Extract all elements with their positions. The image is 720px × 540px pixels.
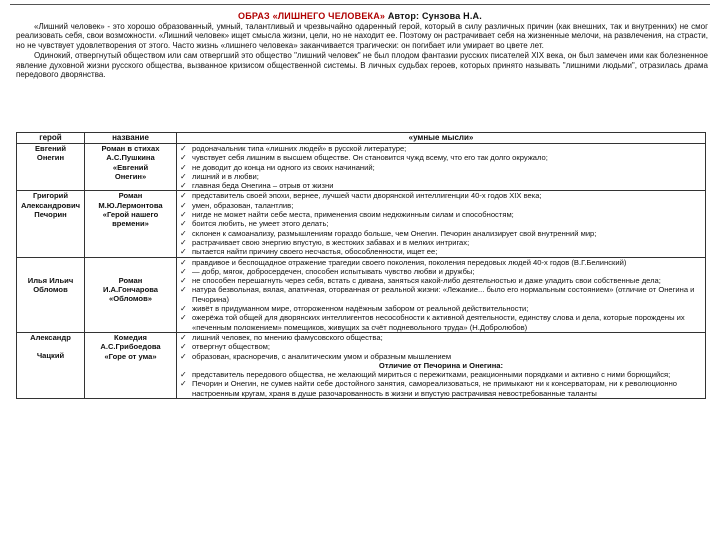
list-item: ✓ боится любить, не умеет этого делать; <box>179 219 703 228</box>
list-item: ✓ — добр, мягок, добросердечен, способен испытывать чувство любви и дружбы; <box>179 267 703 276</box>
list-item: ✓ правдивое и беспощадное отражение трагедии своего поколения, поколения передовых людей 40-х годов (В.Г.Белинский) <box>179 258 703 267</box>
intro-paragraph-1: «Лишний человек» - это хорошо образованный, умный, талантливый и чрезвычайно одаренный герой, который в силу различных причин (как внешних, так и внутренних) не смог реализовать себя, свои возможности. «Лишний человек» ищет смысла жизни, цели, но не находит ее. Поэтому он растрачивает себя на жизненные мелочи, на развлечения, на страсти, но не чувствует удовлетворения от этого. Часто жизнь «лишнего человека» заканчивается трагически: он погибает или умирает во цвете лет. <box>16 22 708 50</box>
list-item: ✓ склонен к самоанализу, размышлениям гораздо больше, чем Онегин. Печорин анализирует свой внутренний мир; <box>179 229 703 238</box>
table-row <box>17 144 706 191</box>
header-thoughts: «умные мысли» <box>177 133 706 144</box>
list-item: ✓ не доводит до конца ни одного из своих начинаний; <box>179 163 703 172</box>
header-hero: герой <box>17 133 85 144</box>
hero-cell: Александр Чацкий <box>17 332 85 398</box>
list-item: ✓ умен, образован, талантлив; <box>179 201 703 210</box>
work-cell: Роман И.А.Гончарова «Обломов» <box>85 257 177 332</box>
list-item: ✓ лишний человек, по мнению фамусовского общества; <box>179 333 703 342</box>
header-work: название <box>85 133 177 144</box>
hero-cell: Илья Ильич Обломов <box>17 257 85 332</box>
work-cell: Роман в стихах А.С.Пушкина «Евгений Онегин» <box>85 144 177 191</box>
table-row <box>17 191 706 257</box>
table-header-row <box>17 133 706 144</box>
list-item: ✓ представитель своей эпохи, вернее, лучшей части дворянской интеллигенции 40-х годов XIX века; <box>179 191 703 200</box>
list-item: ✓ живёт в придуманном мире, отгороженном надёжным забором от реальной действительности; <box>179 304 703 313</box>
list-item: ✓ растрачивает свою энергию впустую, в жестоких забавах и в мелких интригах; <box>179 238 703 247</box>
list-item: ✓ натура безвольная, вялая, апатичная, оторванная от реальной жизни: «Лежание... было его нормальным состоянием» (отличие от Онегина и Печорина) <box>179 285 703 304</box>
title-text: ОБРАЗ «ЛИШНЕГО ЧЕЛОВЕКА» <box>238 11 386 21</box>
list-item: ✓ чувствует себя лишним в высшем обществе. Он становится чужд всему, что его так долго окружало; <box>179 153 703 162</box>
thoughts-cell <box>177 144 706 191</box>
thoughts-cell <box>177 332 706 398</box>
thoughts-cell <box>177 191 706 257</box>
list-item: ✓ образован, красноречив, с аналитическим умом и образным мышлением <box>179 352 703 361</box>
document-page <box>4 2 716 538</box>
list-item: ✓ пытается найти причину своего несчастья, обособленности, ищет ее; <box>179 247 703 256</box>
list-item: ✓ не способен перешагнуть через себя, встать с дивана, заняться какой-либо деятельностью и даже уладить свои собственные дела; <box>179 276 703 285</box>
list-item: ✓ Печорин и Онегин, не сумев найти себе достойного занятия, самореализоваться, не примыкают ни к консерваторам, ни к революционно настроенным кругам, храня в душе разочарованность в жизни и впустую растрачивая невостребованные таланты <box>179 379 703 398</box>
list-item: ✓ главная беда Онегина – отрыв от жизни <box>179 181 703 190</box>
list-item: ✓ родоначальник типа «лишних людей» в русской литературе; <box>179 144 703 153</box>
intro-paragraph-2: Одинокий, отвергнутый обществом или сам отвергший это общество "лишний человек" не был плодом фантазии русских писателей XIX века, он был замечен ими как болезненное явление духовной жизни русского общества, вызванное кризисом общественной системы. В личных судьбах героев, которых принято называть "лишними людьми", отразилась драма передового дворянства. <box>16 51 708 80</box>
intro-text <box>16 22 708 80</box>
heroes-table <box>16 132 706 399</box>
page-title <box>4 11 716 21</box>
comparison-heading: Отличие от Печорина и Онегина: <box>378 360 504 370</box>
table-row <box>17 257 706 332</box>
list-item: ✓ ожерёжа той общей для дворянских интеллигентов несособности к активной деятельности, единству слова и дела, которые порождены их «печенным положением» помещиков, живущих за счёт подневольного труда» (Н.Добролюбов) <box>179 313 703 332</box>
table-row <box>17 332 706 398</box>
hero-cell: Евгений Онегин <box>17 144 85 191</box>
work-cell: Роман М.Ю.Лермонтова «Герой нашего времени» <box>85 191 177 257</box>
list-item: ✓ нигде не может найти себе места, применения своим недюжинным силам и способностям; <box>179 210 703 219</box>
top-divider <box>10 4 710 5</box>
thoughts-cell <box>177 257 706 332</box>
hero-cell: Григорий Александрович Печорин <box>17 191 85 257</box>
title-author: Автор: Сунзова Н.А. <box>387 11 482 21</box>
list-item: ✓ представитель передового общества, не желающий мириться с пережитками, реакционными порядками и активно с ними борющийся; <box>179 370 703 379</box>
list-item: ✓ лишний и в любви; <box>179 172 703 181</box>
work-cell: Комедия А.С.Грибоедова «Горе от ума» <box>85 332 177 398</box>
list-item: ✓ отвергнут обществом; <box>179 342 703 351</box>
